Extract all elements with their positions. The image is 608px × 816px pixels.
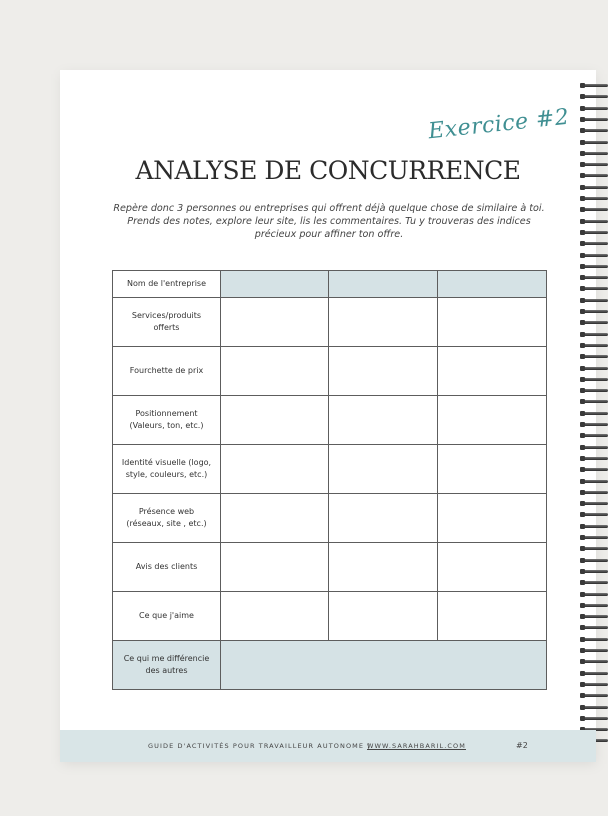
table-cell[interactable]: [329, 396, 438, 445]
binding-ring: [580, 534, 608, 542]
binding-ring: [580, 647, 608, 655]
binding-ring: [580, 432, 608, 440]
company-3-name-cell[interactable]: [438, 271, 547, 298]
table-cell[interactable]: [329, 592, 438, 641]
binding-ring: [580, 195, 608, 203]
binding-ring: [580, 681, 608, 689]
binding-ring: [580, 274, 608, 282]
binding-ring: [580, 658, 608, 666]
binding-ring: [580, 545, 608, 553]
binding-ring: [580, 466, 608, 474]
row-label: Ce qui me différencie des autres: [113, 641, 221, 690]
table-cell[interactable]: [438, 347, 547, 396]
binding-ring: [580, 613, 608, 621]
page-title: ANALYSE DE CONCURRENCE: [135, 156, 521, 185]
table-cell[interactable]: [329, 347, 438, 396]
binding-ring: [580, 353, 608, 361]
binding-ring: [580, 240, 608, 248]
table-row: [113, 494, 547, 543]
table-cell[interactable]: [329, 445, 438, 494]
table-cell[interactable]: [221, 396, 329, 445]
table-row: [113, 298, 547, 347]
table-row: [113, 271, 547, 298]
table-row: [113, 641, 547, 690]
table-row: [113, 347, 547, 396]
table-cell[interactable]: [221, 298, 329, 347]
binding-ring: [580, 398, 608, 406]
binding-ring: [580, 116, 608, 124]
binding-ring: [580, 591, 608, 599]
binding-ring: [580, 489, 608, 497]
binding-ring: [580, 444, 608, 452]
row-label: Nom de l'entreprise: [113, 271, 221, 298]
table-cell[interactable]: [221, 347, 329, 396]
row-label: Ce que j'aime: [113, 592, 221, 641]
binding-ring: [580, 421, 608, 429]
binding-ring: [580, 568, 608, 576]
binding-ring: [580, 511, 608, 519]
binding-ring: [580, 523, 608, 531]
table-cell[interactable]: [438, 445, 547, 494]
binding-ring: [580, 342, 608, 350]
footer-guide-text: GUIDE D'ACTIVITÉS POUR TRAVAILLEUR AUTONOME |: [148, 742, 371, 750]
row-label: Identité visuelle (logo, style, couleurs, etc.): [113, 445, 221, 494]
binding-ring: [580, 319, 608, 327]
binding-ring: [580, 331, 608, 339]
binding-ring: [580, 252, 608, 260]
table-cell[interactable]: [438, 494, 547, 543]
table-cell[interactable]: [438, 396, 547, 445]
binding-ring: [580, 105, 608, 113]
table-row: [113, 592, 547, 641]
differentiation-cell[interactable]: [221, 641, 547, 690]
row-label: Positionnement (Valeurs, ton, etc.): [113, 396, 221, 445]
table-cell[interactable]: [329, 543, 438, 592]
binding-ring: [580, 82, 608, 90]
binding-ring: [580, 376, 608, 384]
row-label: Présence web (réseaux, site , etc.): [113, 494, 221, 543]
table-cell[interactable]: [438, 543, 547, 592]
row-label: Avis des clients: [113, 543, 221, 592]
binding-ring: [580, 365, 608, 373]
binding-ring: [580, 692, 608, 700]
table-cell[interactable]: [329, 494, 438, 543]
page-footer: [60, 730, 596, 762]
company-2-name-cell[interactable]: [329, 271, 438, 298]
competitor-table: [112, 270, 547, 690]
binding-ring: [580, 297, 608, 305]
company-1-name-cell[interactable]: [221, 271, 329, 298]
binding-ring: [580, 557, 608, 565]
binding-ring: [580, 93, 608, 101]
row-label: Services/produits offerts: [113, 298, 221, 347]
binding-ring: [580, 478, 608, 486]
binding-ring: [580, 308, 608, 316]
page-number: #2: [516, 741, 528, 750]
binding-ring: [580, 636, 608, 644]
table-row: [113, 445, 547, 494]
table-cell[interactable]: [438, 298, 547, 347]
binding-ring: [580, 715, 608, 723]
footer-website-link[interactable]: WWW.SARAHBARIL.COM: [367, 742, 466, 750]
binding-ring: [580, 206, 608, 214]
binding-ring: [580, 624, 608, 632]
binding-ring: [580, 229, 608, 237]
binding-ring: [580, 410, 608, 418]
table-row: [113, 396, 547, 445]
binding-ring: [580, 387, 608, 395]
table-cell[interactable]: [329, 298, 438, 347]
binding-ring: [580, 285, 608, 293]
binding-ring: [580, 218, 608, 226]
exercise-label: Exercice #2: [427, 104, 571, 145]
binding-ring: [580, 139, 608, 147]
binding-ring: [580, 127, 608, 135]
binding-ring: [580, 500, 608, 508]
intro-text: Repère donc 3 personnes ou entreprises qui offrent déjà quelque chose de similaire à toi. Prends des notes, explore leur site, lis les commentaires. Tu y trouveras des indices précieux pour affiner ton offre.: [113, 203, 545, 241]
binding-ring: [580, 579, 608, 587]
table-cell[interactable]: [221, 592, 329, 641]
table-cell[interactable]: [221, 445, 329, 494]
table-row: [113, 543, 547, 592]
binding-ring: [580, 263, 608, 271]
binding-ring: [580, 670, 608, 678]
binding-ring: [580, 455, 608, 463]
table-cell[interactable]: [221, 543, 329, 592]
table-cell[interactable]: [221, 494, 329, 543]
binding-ring: [580, 602, 608, 610]
row-label: Fourchette de prix: [113, 347, 221, 396]
table-cell[interactable]: [438, 592, 547, 641]
binding-ring: [580, 704, 608, 712]
